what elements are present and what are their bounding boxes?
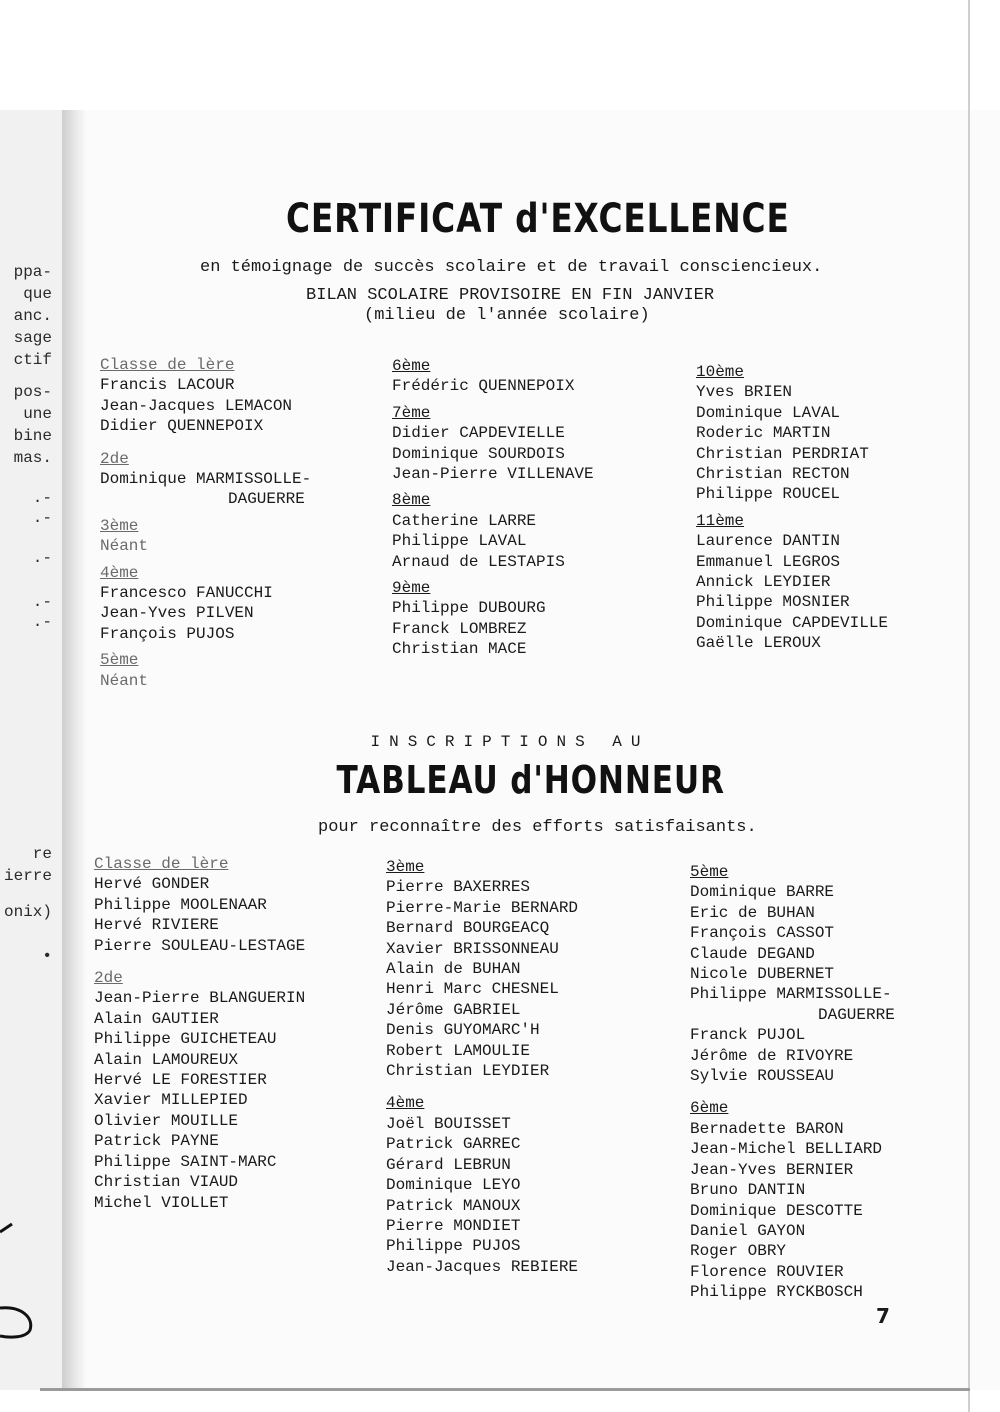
student-name: Dominique MARMISSOLLE- <box>100 470 312 489</box>
student-name: Jean-Pierre BLANGUERIN <box>94 989 306 1008</box>
certificat-column-1 <box>100 355 311 691</box>
student-name: Christian PERDRIAT <box>696 444 869 463</box>
student-name: Jérôme GABRIEL <box>386 1000 521 1019</box>
fragment-text: sage <box>13 329 52 347</box>
student-name: Franck PUJOL <box>690 1026 806 1045</box>
student-name: Dominique LEYO <box>386 1176 521 1195</box>
student-name: Xavier BRISSONNEAU <box>386 939 559 958</box>
student-name: Olivier MOUILLE <box>94 1111 239 1130</box>
student-name: Jean-Jacques LEMACON <box>100 396 293 415</box>
class-heading: 11ème <box>696 511 745 530</box>
fragment-text: que <box>23 285 52 303</box>
student-name: Philippe SAINT-MARC <box>94 1152 277 1171</box>
student-name: Pierre SOULEAU-LESTAGE <box>94 936 306 955</box>
fragment-text: ctif <box>13 351 52 369</box>
tableau-subtitle: pour reconnaître des efforts satisfaisants. <box>318 818 757 837</box>
fragment-text: bine <box>13 427 52 445</box>
fragment-text: .- <box>32 549 52 567</box>
inscriptions-heading: INSCRIPTIONS AU <box>370 733 650 751</box>
class-heading: 6ème <box>392 357 431 375</box>
student-name: Christian LEYDIER <box>386 1062 550 1081</box>
student-name: Pierre MONDIET <box>386 1216 521 1235</box>
student-name: Roderic MARTIN <box>696 424 831 443</box>
student-name: Denis GUYOMARC'H <box>386 1021 540 1040</box>
fragment-text: ierre <box>3 867 52 885</box>
student-name: Hervé GONDER <box>94 875 210 894</box>
class-heading: 5ème <box>690 863 729 881</box>
student-name: Jérôme de RIVOYRE <box>690 1046 854 1065</box>
student-name: Philippe PUJOS <box>386 1237 521 1256</box>
student-name: Michel VIOLLET <box>94 1193 229 1212</box>
student-name: Francis LACOUR <box>100 376 235 395</box>
student-name: Dominique LAVAL <box>696 403 841 422</box>
class-heading: Classe de lère <box>100 356 235 374</box>
class-heading: 3ème <box>100 516 139 535</box>
student-name: Catherine LARRE <box>392 511 537 530</box>
student-name: Hervé LE FORESTIER <box>94 1071 267 1090</box>
student-name: Patrick GARREC <box>386 1135 521 1154</box>
student-name: Florence ROUVIER <box>690 1262 844 1281</box>
page-edge <box>968 0 970 1412</box>
student-name: Philippe LAVAL <box>392 532 527 551</box>
student-name: Henri Marc CHESNEL <box>386 980 559 999</box>
fragment-text: une <box>23 405 52 423</box>
student-name: Dominique BARRE <box>690 883 835 902</box>
tableau-column-3 <box>690 862 895 1303</box>
class-heading: 9ème <box>392 579 431 598</box>
page-bottom-edge <box>40 1388 970 1391</box>
student-name: Christian VIAUD <box>94 1173 239 1192</box>
fragment-text: .- <box>32 593 52 611</box>
class-heading: 2de <box>100 449 129 468</box>
fragment-text: ppa- <box>13 263 52 281</box>
student-name: Dominique CAPDEVILLE <box>696 613 889 632</box>
student-name: Philippe RYCKBOSCH <box>690 1283 863 1302</box>
student-name: Frédéric QUENNEPOIX <box>392 377 575 396</box>
tableau-column-2 <box>386 857 578 1277</box>
student-name: Jean-Michel BELLIARD <box>690 1140 883 1159</box>
student-name: Yves BRIEN <box>696 383 793 402</box>
student-name: Eric de BUHAN <box>690 903 815 922</box>
previous-page-strip <box>0 110 64 1390</box>
student-name: Dominique DESCOTTE <box>690 1201 863 1220</box>
student-name: Didier CAPDEVIELLE <box>392 424 565 443</box>
student-name: Alain de BUHAN <box>386 960 521 979</box>
fragment-text: mas. <box>13 449 52 467</box>
class-heading: 5ème <box>100 651 139 670</box>
student-name: Alain GAUTIER <box>94 1009 219 1028</box>
fragment-text: pos- <box>13 383 52 401</box>
student-name: Bernadette BARON <box>690 1119 844 1138</box>
student-name: Jean-Jacques REBIERE <box>386 1257 579 1276</box>
student-name: Philippe DUBOURG <box>392 599 546 618</box>
page-number: 7 <box>876 1304 890 1328</box>
class-heading: 4ème <box>100 563 139 582</box>
class-heading: 7ème <box>392 403 431 422</box>
fragment-text: .- <box>32 509 52 527</box>
student-name: Philippe GUICHETEAU <box>94 1030 277 1049</box>
class-heading: 2de <box>94 969 123 988</box>
milieu-line: (milieu de l'année scolaire) <box>364 306 650 325</box>
student-name: Jean-Yves PILVEN <box>100 604 254 623</box>
student-name: Philippe ROUCEL <box>696 485 841 504</box>
fragment-text: onix) <box>3 903 52 921</box>
student-name: Philippe MOOLENAAR <box>94 895 267 914</box>
student-name: Dominique SOURDOIS <box>392 444 565 463</box>
student-name: DAGUERRE <box>818 1005 895 1024</box>
certificat-column-2 <box>392 356 594 660</box>
fragment-text: .- <box>32 613 52 631</box>
student-name: Daniel GAYON <box>690 1221 806 1240</box>
class-heading: 6ème <box>690 1099 729 1118</box>
student-name: Gaëlle LEROUX <box>696 634 821 653</box>
certificat-column-3 <box>696 362 888 654</box>
fragment-text: re <box>32 845 52 863</box>
tableau-title: TABLEAU d'HONNEUR <box>336 758 725 802</box>
student-name: Jean-Pierre VILLENAVE <box>392 465 594 484</box>
student-name: Alain LAMOUREUX <box>94 1050 239 1069</box>
student-name: Didier QUENNEPOIX <box>100 417 264 436</box>
class-heading: 10ème <box>696 363 745 381</box>
student-name: Christian RECTON <box>696 465 850 484</box>
binding-shadow <box>62 110 86 1390</box>
student-name: DAGUERRE <box>228 490 305 509</box>
student-name: Pierre-Marie BERNARD <box>386 898 579 917</box>
student-name: Arnaud de LESTAPIS <box>392 552 565 571</box>
student-name: Joël BOUISSET <box>386 1114 511 1133</box>
fragment-text: • <box>42 947 52 965</box>
student-name: Néant <box>100 671 149 690</box>
student-name: Laurence DANTIN <box>696 532 841 551</box>
student-name: Franck LOMBREZ <box>392 619 527 638</box>
student-name: Bernard BOURGEACQ <box>386 919 550 938</box>
student-name: Patrick PAYNE <box>94 1132 219 1151</box>
student-name: Annick LEYDIER <box>696 573 831 592</box>
student-name: François CASSOT <box>690 924 835 943</box>
tableau-column-1 <box>94 854 305 1213</box>
class-heading: Classe de lère <box>94 855 229 873</box>
student-name: Francesco FANUCCHI <box>100 584 273 603</box>
student-name: Néant <box>100 537 149 556</box>
student-name: Nicole DUBERNET <box>690 965 835 984</box>
certificat-title: CERTIFICAT d'EXCELLENCE <box>285 196 790 242</box>
student-name: Claude DEGAND <box>690 944 815 963</box>
certificat-subtitle: en témoignage de succès scolaire et de travail consciencieux. <box>200 258 823 277</box>
class-heading: 3ème <box>386 858 425 876</box>
paper-clip-mark <box>0 1220 40 1340</box>
fragment-text: .- <box>32 489 52 507</box>
class-heading: 4ème <box>386 1094 425 1113</box>
student-name: Patrick MANOUX <box>386 1196 521 1215</box>
student-name: Philippe MARMISSOLLE- <box>690 985 892 1004</box>
student-name: Sylvie ROUSSEAU <box>690 1067 835 1086</box>
student-name: Bruno DANTIN <box>690 1181 806 1200</box>
fragment-text: anc. <box>13 307 52 325</box>
student-name: François PUJOS <box>100 624 235 643</box>
student-name: Xavier MILLEPIED <box>94 1091 248 1110</box>
student-name: Philippe MOSNIER <box>696 593 850 612</box>
student-name: Pierre BAXERRES <box>386 878 531 897</box>
student-name: Emmanuel LEGROS <box>696 552 841 571</box>
student-name: Robert LAMOULIE <box>386 1041 531 1060</box>
bilan-line: BILAN SCOLAIRE PROVISOIRE EN FIN JANVIER <box>306 286 715 305</box>
student-name: Roger OBRY <box>690 1242 787 1261</box>
class-heading: 8ème <box>392 491 431 510</box>
student-name: Gérard LEBRUN <box>386 1155 511 1174</box>
student-name: Jean-Yves BERNIER <box>690 1160 854 1179</box>
student-name: Hervé RIVIERE <box>94 916 219 935</box>
student-name: Christian MACE <box>392 640 527 659</box>
